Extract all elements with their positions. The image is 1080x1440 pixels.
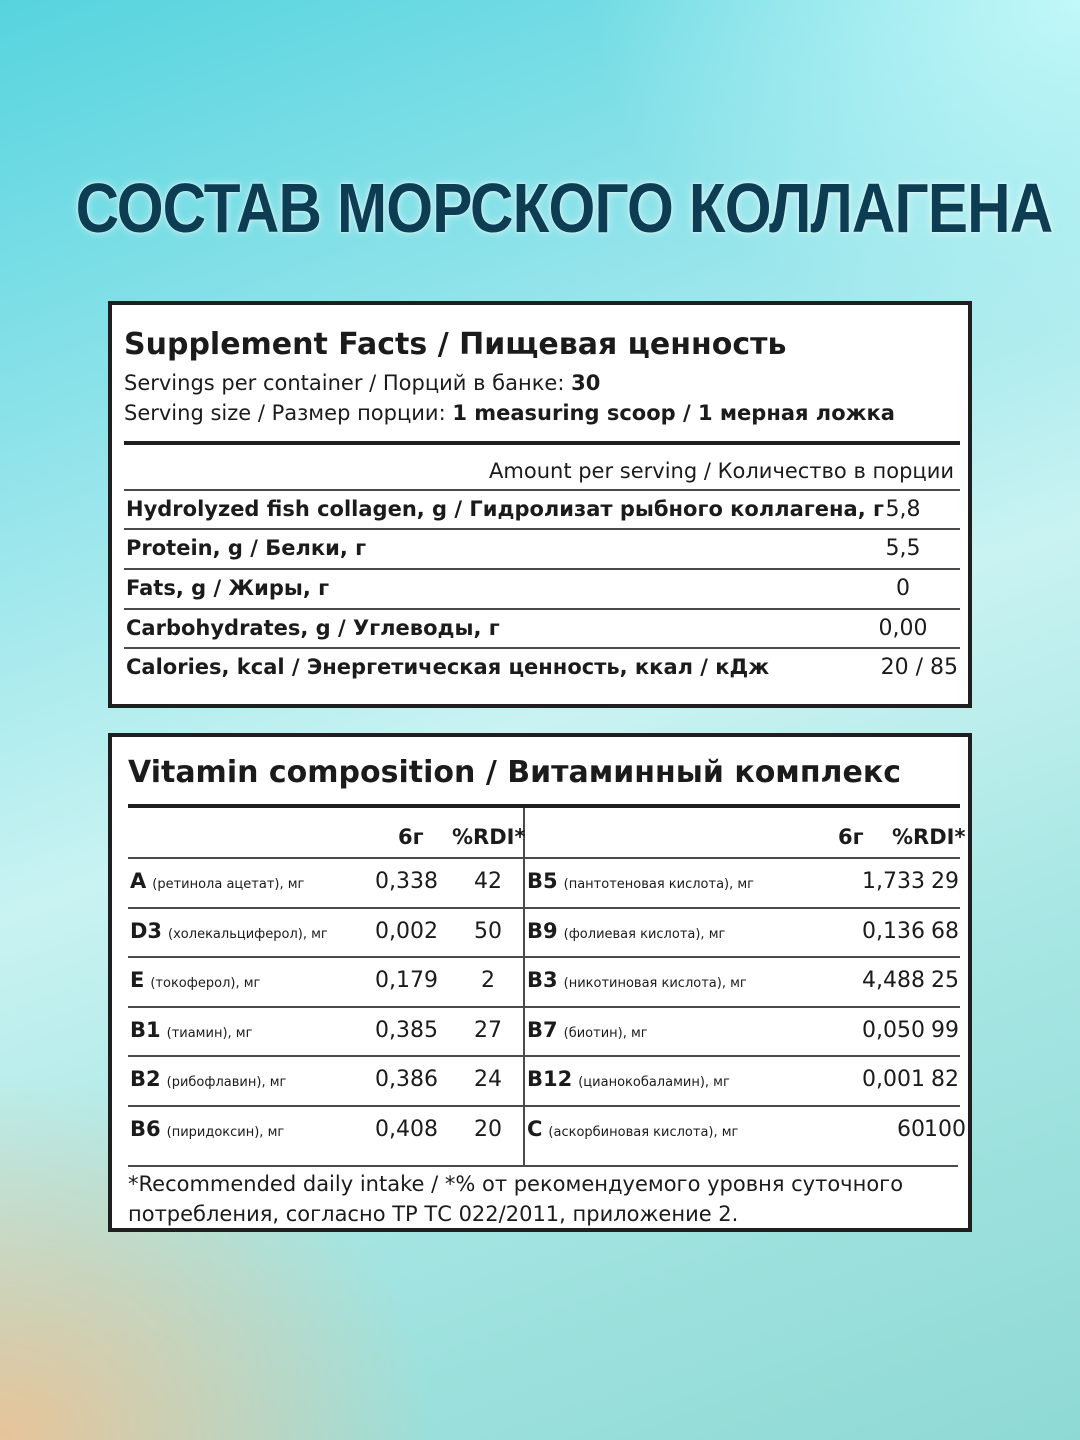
vitamin-description: (тиамин), мг [166,1025,253,1041]
vitamin-name [527,1117,738,1141]
vitamin-rdi: 50 [474,918,502,944]
rdi-footnote: *Recommended daily intake / *% от рекомендуемого уровня суточного потребления, согласно ТР ТС 022/2011, приложение 2. [128,1165,958,1229]
vitamin-row [128,956,523,1005]
serving-size-value: 1 measuring scoop / 1 мерная ложка [452,401,895,425]
facts-row-label: Carbohydrates, g / Углеводы, г [126,616,500,640]
vitamin-row [525,956,960,1005]
vitamin-symbol: B1 [130,1017,161,1042]
servings-label: Servings per container / Порций в банке: [124,371,572,395]
vitamin-symbol: C [527,1116,543,1141]
vitamin-row [525,1105,966,1154]
facts-row [124,568,960,607]
vitamin-rdi: 42 [474,869,502,894]
vitamin-amount: 0,179 [375,968,438,993]
facts-row-value: 0,00 [878,616,928,641]
vitamin-rdi: 29 [931,869,959,894]
vitamin-rdi: 27 [474,1017,502,1043]
vitamin-rdi: 68 [931,918,959,944]
vitamin-amount: 0,408 [375,1116,438,1142]
vitamin-row [128,1105,523,1154]
vitamin-description: (пантотеновая кислота), мг [563,877,755,892]
supplement-facts-panel [108,301,972,708]
vitamin-amount: 0,050 [862,1017,925,1043]
vitamin-row [525,857,960,906]
vitamin-amount: 4,488 [862,968,925,993]
vitamin-symbol: E [130,968,145,992]
vitamin-rdi: 82 [931,1067,959,1092]
vitamins-divider [128,804,960,808]
vitamin-description: (биотин), мг [563,1025,648,1041]
vitamin-name [527,919,725,943]
vitamin-symbol: B2 [130,1067,161,1091]
facts-row-value: 5,5 [885,536,921,561]
vitamin-description: (фолиевая кислота), мг [563,926,726,942]
col-amount-header: 6г [838,825,864,849]
serving-size-label: Serving size / Размер порции: [124,401,453,425]
vitamin-description: (рибофлавин), мг [166,1075,287,1090]
vitamin-description: (ретинола ацетат), мг [152,877,305,892]
vitamin-rdi: 99 [931,1017,959,1043]
vitamin-composition-panel [108,733,972,1232]
col-amount-header: 6г [398,825,424,849]
vitamin-row [128,857,523,906]
vitamin-symbol: B6 [130,1116,161,1141]
vitamin-name [130,919,328,943]
col-rdi-header: %RDI* [452,825,526,849]
facts-row-label: Calories, kcal / Энергетическая ценность, ккал / кДж [126,655,770,679]
vitamin-amount: 0,338 [375,869,438,894]
vitamin-description: (цианокобаламин), мг [578,1075,730,1090]
vitamin-name [527,968,747,992]
facts-divider [124,441,960,445]
vitamin-rdi: 24 [474,1067,502,1092]
vitamin-row [128,1055,523,1104]
facts-row [124,647,960,686]
vitamin-rdi: 2 [481,968,495,993]
col-rdi-header: %RDI* [892,825,966,849]
facts-row [124,528,960,567]
facts-row-label: Protein, g / Белки, г [126,536,367,560]
vitamin-rdi: 25 [931,968,959,993]
page-title: СОСТАВ МОРСКОГО КОЛЛАГЕНА [75,169,1053,247]
vitamin-symbol: B12 [527,1067,573,1091]
amount-header: Amount per serving / Количество в порции [489,459,954,483]
facts-row [124,489,960,528]
vitamin-description: (токоферол), мг [150,976,261,991]
vitamin-rdi: 100 [924,1116,966,1142]
serving-size-line [124,401,895,425]
facts-row-value: 5,8 [885,497,921,522]
vitamin-amount: 60 [897,1116,925,1142]
vitamin-description: (аскорбиновая кислота), мг [548,1124,739,1140]
servings-line [124,371,600,395]
facts-row-value: 20 / 85 [880,655,958,680]
vitamin-row [525,907,960,956]
vitamin-name [130,1067,286,1091]
servings-value: 30 [571,371,601,395]
vitamin-description: (никотиновая кислота), мг [563,976,747,991]
vitamin-amount: 0,136 [862,918,925,944]
vitamin-rdi: 20 [474,1116,502,1142]
vitamin-amount: 0,386 [375,1067,438,1092]
vitamin-symbol: A [130,869,147,893]
vitamin-row [525,1006,960,1055]
vitamin-amount: 0,002 [375,918,438,944]
vitamin-row [525,1055,960,1104]
vitamin-description: (пиридоксин), мг [166,1124,285,1140]
vitamin-name [527,1018,648,1042]
vitamin-row [128,907,523,956]
vitamin-description: (холекальциферол), мг [168,926,328,942]
vitamin-symbol: B3 [527,968,558,992]
facts-row [124,608,960,647]
facts-row-label: Fats, g / Жиры, г [126,576,330,600]
vitamin-amount: 0,001 [862,1067,925,1092]
vitamin-name [130,1117,284,1141]
vitamin-name [130,968,260,992]
vitamin-symbol: B7 [527,1017,558,1042]
vitamin-symbol: B5 [527,869,558,893]
vitamin-name [527,869,754,893]
facts-row-value: 0 [896,576,910,601]
vitamin-name [527,1067,730,1091]
vitamin-amount: 0,385 [375,1017,438,1043]
vitamin-row [128,1006,523,1055]
vitamin-name [130,1018,252,1042]
vitamin-symbol: D3 [130,918,163,943]
vitamins-heading: Vitamin composition / Витаминный комплекс [128,755,902,790]
vitamin-name [130,869,304,893]
vitamin-amount: 1,733 [862,869,925,894]
vitamin-symbol: B9 [527,918,558,943]
facts-row-label: Hydrolyzed fish collagen, g / Гидролизат рыбного коллагена, г [126,497,884,521]
facts-heading: Supplement Facts / Пищевая ценность [124,327,787,362]
